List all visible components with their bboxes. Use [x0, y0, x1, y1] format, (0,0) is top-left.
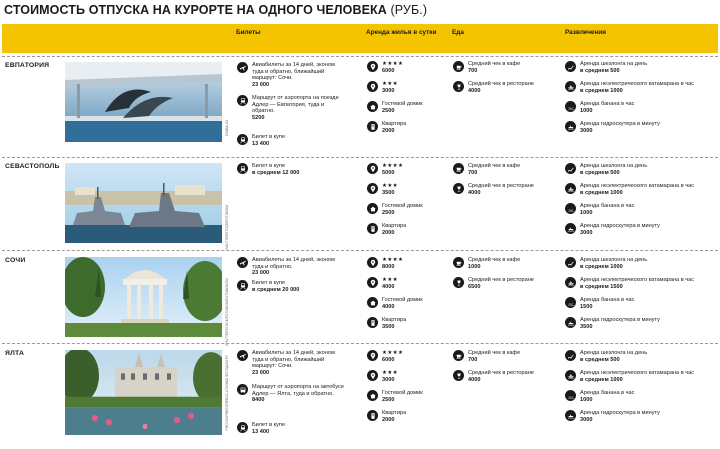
rent-value: 4000	[382, 283, 395, 290]
plane-icon	[237, 62, 248, 73]
food-entry	[453, 81, 553, 94]
food-entry	[453, 277, 553, 290]
fun-label: Аренда гидроскутера в минуту	[580, 121, 660, 127]
rent-label: Квартира	[382, 223, 407, 229]
header-tickets: Билеты	[236, 29, 261, 36]
train-icon	[237, 95, 248, 106]
building-icon	[367, 317, 378, 328]
food-label: Средний чек в кафе	[468, 163, 521, 169]
fun-entry	[565, 297, 715, 310]
rent-value: 3500	[382, 189, 395, 196]
rent-value: 6000	[382, 67, 395, 74]
food-entry	[453, 163, 553, 176]
city-photo	[65, 257, 222, 337]
lounger-icon	[565, 163, 576, 174]
fun-label: Аренда гидроскутера в минуту	[580, 223, 660, 229]
building-icon	[367, 223, 378, 234]
rent-label: Квартира	[382, 317, 407, 323]
fun-label: Аренда шезлонга на день	[580, 350, 648, 356]
food-label: Средний чек в ресторане	[468, 370, 534, 376]
fun-value: 1000	[580, 396, 593, 403]
cup-icon	[453, 163, 464, 174]
fun-entry	[565, 61, 715, 74]
fun-label: Аренда неэлектрического катамарана в час	[580, 183, 695, 189]
food-entry	[453, 350, 553, 363]
fun-label: Аренда гидроскутера в минуту	[580, 410, 660, 416]
rent-label: Гостевой домик	[382, 203, 423, 209]
food-label: Средний чек в кафе	[468, 61, 521, 67]
fun-value: в среднем 1000	[580, 263, 623, 270]
fun-label: Аренда банана в час	[580, 390, 635, 396]
food-label: Средний чек в кафе	[468, 257, 521, 263]
rent-entry	[367, 81, 398, 94]
page-title	[4, 3, 427, 17]
ticket-value: 23 000	[252, 369, 270, 376]
rent-value: 3000	[382, 87, 395, 94]
rent-entry	[367, 370, 398, 383]
fun-value: 3000	[580, 229, 593, 236]
dolphin-photo	[65, 62, 222, 142]
glass-icon	[453, 183, 464, 194]
fun-label: Аренда неэлектрического катамарана в час	[580, 81, 695, 87]
fun-value: 1500	[580, 303, 593, 310]
bus-icon	[237, 384, 248, 395]
ticket-entry	[237, 134, 347, 147]
fun-value: 1000	[580, 107, 593, 114]
rent-entry	[367, 390, 423, 403]
rent-label: Гостевой домик	[382, 101, 423, 107]
ticket-value: 13 400	[252, 428, 270, 435]
ticket-value: в среднем 12 000	[252, 169, 300, 176]
fun-value: в среднем 1000	[580, 189, 623, 196]
food-entry	[453, 370, 553, 383]
pin-icon	[367, 257, 378, 268]
fun-entry	[565, 203, 715, 216]
fun-value: в среднем 1500	[580, 283, 623, 290]
city-name: ЕВПАТОРИЯ	[5, 62, 50, 69]
rent-entry	[367, 61, 403, 74]
ticket-label: Авиабилеты за 14 дней, эконом туда и обратно.	[252, 257, 335, 270]
fun-entry	[565, 163, 715, 176]
glass-icon	[453, 81, 464, 92]
ticket-label: Билет в купе	[252, 163, 286, 169]
rent-label: Гостевой домик	[382, 297, 423, 303]
food-label: Средний чек в кафе	[468, 350, 521, 356]
lounger-icon	[565, 350, 576, 361]
city-photo	[65, 350, 222, 435]
fun-entry	[565, 350, 715, 363]
city-name: СЕВАСТОПОЛЬ	[5, 163, 60, 170]
food-value: 1000	[468, 263, 481, 270]
pin-icon	[367, 81, 378, 92]
header-rent: Аренда жилья в сутки	[366, 29, 437, 36]
fun-value: в среднем 500	[580, 169, 620, 176]
stars: ★★★	[382, 370, 398, 376]
photo-credit: PHOTOXPRESS/ПРЕСС-СЛУЖБА ФОТОДОМ.РУ	[225, 355, 229, 431]
pin-icon	[367, 370, 378, 381]
house-icon	[367, 390, 378, 401]
boat-icon	[565, 370, 576, 381]
rent-entry	[367, 297, 423, 310]
fun-label: Аренда банана в час	[580, 297, 635, 303]
row-divider	[2, 343, 718, 344]
ticket-label: Авиабилеты за 14 дней, эконом туда и обратно, ближайший маршрут: Сочи.	[252, 350, 335, 370]
food-value: 6500	[468, 283, 481, 290]
fun-label: Аренда неэлектрического катамарана в час	[580, 277, 695, 283]
rent-value: 3500	[382, 323, 395, 330]
fun-label: Аренда гидроскутера в минуту	[580, 317, 660, 323]
city-name: СОЧИ	[5, 257, 26, 264]
rent-label: Гостевой домик	[382, 390, 423, 396]
fun-label: Аренда шезлонга на день	[580, 61, 648, 67]
pin-icon	[367, 350, 378, 361]
fun-value: 3500	[580, 323, 593, 330]
table-header	[2, 24, 718, 53]
boat-icon	[565, 277, 576, 288]
ticket-value: 8400	[252, 397, 265, 404]
title-unit: (РУБ.)	[390, 3, 428, 17]
ticket-entry	[237, 163, 347, 176]
fun-entry	[565, 81, 715, 94]
building-icon	[367, 121, 378, 132]
ticket-value: 23 000	[252, 81, 270, 88]
warship-photo	[65, 163, 222, 243]
ticket-label: Маршрут от аэропорта на поезде Адлер — Евпатория, туда и обратно.	[252, 95, 339, 115]
banana-icon	[565, 203, 576, 214]
rent-entry	[367, 317, 406, 330]
banana-icon	[565, 101, 576, 112]
food-value: 4000	[468, 87, 481, 94]
fun-entry	[565, 257, 715, 270]
house-icon	[367, 101, 378, 112]
row-divider	[2, 157, 718, 158]
train-icon	[237, 134, 248, 145]
fun-entry	[565, 410, 715, 423]
food-value: 700	[468, 67, 478, 74]
header-fun: Развлечения	[565, 29, 606, 36]
rent-value: 6000	[382, 356, 395, 363]
pin-icon	[367, 277, 378, 288]
stars: ★★★★	[382, 163, 404, 169]
cup-icon	[453, 350, 464, 361]
city-photo	[65, 163, 222, 243]
ticket-entry	[237, 350, 347, 376]
banana-icon	[565, 297, 576, 308]
rent-value: 2500	[382, 396, 395, 403]
fun-entry	[565, 183, 715, 196]
boat-icon	[565, 183, 576, 194]
rent-value: 2500	[382, 107, 395, 114]
ticket-entry	[237, 422, 347, 435]
rent-value: 2500	[382, 209, 395, 216]
rent-value: 4000	[382, 303, 395, 310]
fun-label: Аренда банана в час	[580, 101, 635, 107]
banana-icon	[565, 390, 576, 401]
city-photo	[65, 62, 222, 142]
ticket-entry	[237, 62, 347, 88]
fun-value: в среднем 500	[580, 356, 620, 363]
rotunda-photo	[65, 257, 222, 337]
stars: ★★★	[382, 277, 398, 283]
ticket-entry	[237, 280, 347, 293]
rent-value: 2000	[382, 127, 395, 134]
stars: ★★★	[382, 183, 398, 189]
food-entry	[453, 183, 553, 196]
food-label: Средний чек в ресторане	[468, 277, 534, 283]
rent-entry	[367, 101, 423, 114]
rent-value: 3000	[382, 376, 395, 383]
rent-label: Квартира	[382, 121, 407, 127]
fun-entry	[565, 121, 715, 134]
stars: ★★★	[382, 81, 398, 87]
stars: ★★★★	[382, 350, 404, 356]
rent-entry	[367, 163, 403, 176]
plane-icon	[237, 350, 248, 361]
food-value: 700	[468, 169, 478, 176]
house-icon	[367, 203, 378, 214]
rent-value: 2000	[382, 416, 395, 423]
ticket-label: Авиабилеты за 14 дней, эконом туда и обратно, ближайший маршрут: Сочи.	[252, 62, 335, 82]
ticket-label: Билет в купе	[252, 422, 286, 428]
fun-value: в среднем 500	[580, 67, 620, 74]
photo-credit: SHUTTERSTOCK/FOTODOM/FOTODOM.RU	[225, 278, 229, 346]
ticket-label: Билет в купе	[252, 280, 286, 286]
fun-entry	[565, 101, 715, 114]
ticket-label: Маршрут от аэропорта на автобусе Адлер — Ялта, туда и обратно.	[252, 384, 345, 397]
boat-icon	[565, 81, 576, 92]
train-icon	[237, 163, 248, 174]
food-label: Средний чек в ресторане	[468, 183, 534, 189]
fun-entry	[565, 277, 715, 290]
fun-value: в среднем 1000	[580, 376, 623, 383]
rent-entry	[367, 277, 398, 290]
ticket-entry	[237, 95, 347, 121]
food-entry	[453, 61, 553, 74]
jetski-icon	[565, 410, 576, 421]
stars: ★★★★	[382, 61, 404, 67]
train-icon	[237, 422, 248, 433]
fun-value: 1000	[580, 209, 593, 216]
ticket-entry	[237, 257, 347, 277]
rent-entry	[367, 183, 398, 196]
fun-value: 3000	[580, 416, 593, 423]
fun-label: Аренда шезлонга на день	[580, 257, 648, 263]
lounger-icon	[565, 61, 576, 72]
rent-value: 5000	[382, 169, 395, 176]
ticket-entry	[237, 384, 347, 404]
jetski-icon	[565, 223, 576, 234]
stars: ★★★★	[382, 257, 404, 263]
city-name: ЯЛТА	[5, 350, 25, 357]
rent-value: 8000	[382, 263, 395, 270]
rent-value: 2000	[382, 229, 395, 236]
jetski-icon	[565, 121, 576, 132]
rent-entry	[367, 121, 406, 134]
ticket-value: 23 000	[252, 270, 270, 277]
fun-value: в среднем 1000	[580, 87, 623, 94]
fun-entry	[565, 370, 715, 383]
food-value: 700	[468, 356, 478, 363]
lounger-icon	[565, 257, 576, 268]
train-icon	[237, 280, 248, 291]
pin-icon	[367, 163, 378, 174]
rent-entry	[367, 203, 423, 216]
cup-icon	[453, 257, 464, 268]
photo-credit: СЛАВА ИЗ	[225, 120, 229, 137]
rent-entry	[367, 257, 403, 270]
glass-icon	[453, 277, 464, 288]
header-food: Еда	[452, 29, 464, 36]
rent-entry	[367, 223, 406, 236]
row-divider	[2, 56, 718, 57]
food-label: Средний чек в ресторане	[468, 81, 534, 87]
title-main: СТОИМОСТЬ ОТПУСКА НА КУРОРТЕ НА ОДНОГО ЧЕЛОВЕКА	[4, 3, 387, 17]
fun-value: 3000	[580, 127, 593, 134]
glass-icon	[453, 370, 464, 381]
house-icon	[367, 297, 378, 308]
building-icon	[367, 410, 378, 421]
food-value: 4000	[468, 189, 481, 196]
rent-entry	[367, 410, 406, 423]
rent-label: Квартира	[382, 410, 407, 416]
cup-icon	[453, 61, 464, 72]
fun-entry	[565, 223, 715, 236]
ticket-label: Билет в купе	[252, 134, 286, 140]
fun-entry	[565, 317, 715, 330]
photo-credit: SHUTTERSTOCK/FOTODOM	[225, 205, 229, 250]
fun-label: Аренда шезлонга на день	[580, 163, 648, 169]
ticket-value: в среднем 20 000	[252, 286, 300, 293]
jetski-icon	[565, 317, 576, 328]
rent-entry	[367, 350, 403, 363]
fun-label: Аренда неэлектрического катамарана в час	[580, 370, 695, 376]
ticket-value: 13 400	[252, 140, 270, 147]
fun-entry	[565, 390, 715, 403]
food-value: 4000	[468, 376, 481, 383]
pin-icon	[367, 183, 378, 194]
ticket-value: 5200	[252, 114, 265, 121]
row-divider	[2, 250, 718, 251]
plane-icon	[237, 257, 248, 268]
pin-icon	[367, 61, 378, 72]
palace-photo	[65, 350, 222, 435]
food-entry	[453, 257, 553, 270]
fun-label: Аренда банана в час	[580, 203, 635, 209]
